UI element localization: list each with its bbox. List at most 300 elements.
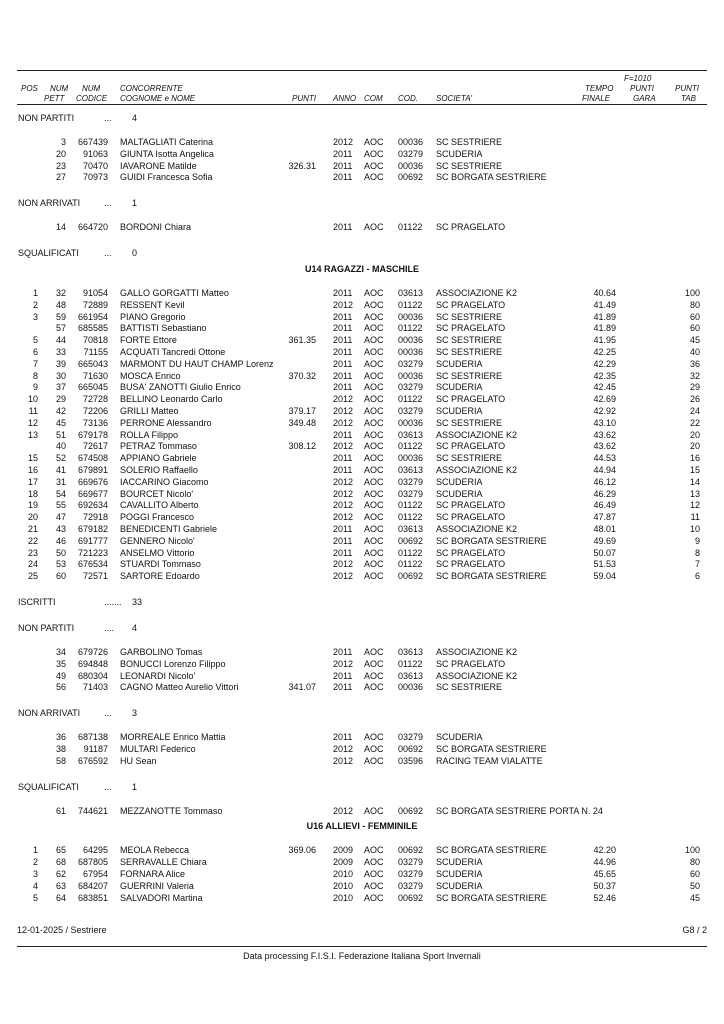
club-code-cell: 03613 [398, 429, 424, 440]
competitor-name-cell: APPIANO Gabriele [120, 453, 197, 464]
table-row [0, 452, 724, 464]
committee-cell: AOC [364, 335, 384, 346]
table-points-cell: 22 [689, 417, 700, 428]
hdr-com: COM [364, 94, 383, 103]
bib-number-cell: 20 [55, 148, 66, 159]
committee-cell: AOC [364, 658, 384, 669]
table-row [0, 570, 724, 582]
committee-cell: AOC [364, 805, 384, 816]
section-count: 3 [132, 708, 138, 719]
birth-year-cell: 2011 [333, 453, 353, 464]
birth-year-cell: 2012 [333, 744, 354, 754]
competitor-name-cell: GUERRINI Valeria [120, 880, 194, 891]
fisi-code-cell: 667439 [77, 137, 108, 147]
competitor-name-cell: CAGNO Matteo Aurelio Vittori [120, 682, 239, 693]
fisi-code-cell: 73136 [82, 417, 108, 428]
club-code-cell: 03613 [398, 465, 424, 475]
fisi-code-cell: 679726 [77, 647, 108, 657]
fisi-code-cell: 67954 [82, 869, 108, 879]
bib-number-cell: 63 [55, 880, 66, 891]
footer-rule [17, 946, 707, 947]
points-cell: 349.48 [288, 417, 316, 428]
club-name-cell: SC SESTRIERE [436, 311, 503, 322]
bib-number-cell: 14 [55, 222, 66, 233]
competitor-name-cell: IACCARINO Giacomo [120, 476, 209, 487]
club-code-cell: 03279 [398, 869, 424, 879]
position-cell: 15 [27, 453, 38, 464]
hdr-f-factor: F=1010 [624, 74, 652, 83]
final-time-cell: 42.45 [593, 382, 616, 393]
fisi-code-cell: 664720 [77, 222, 108, 233]
table-row [0, 405, 724, 417]
table-row [0, 868, 724, 880]
position-cell: 24 [27, 559, 38, 570]
club-code-cell: 00036 [398, 347, 424, 357]
final-time-cell: 43.10 [593, 417, 616, 428]
committee-cell: AOC [364, 382, 384, 393]
birth-year-cell: 2009 [333, 845, 354, 856]
birth-year-cell: 2010 [333, 892, 354, 903]
table-row [0, 322, 724, 334]
club-name-cell: RACING TEAM VIALATTE [436, 755, 543, 766]
birth-year-cell: 2012 [333, 406, 354, 416]
table-points-cell: 45 [689, 892, 700, 903]
club-code-cell: 01122 [398, 299, 423, 310]
bib-number-cell: 64 [55, 892, 66, 903]
table-row [0, 844, 724, 856]
table-row [0, 681, 724, 693]
club-name-cell: SCUDERIA [436, 358, 483, 369]
section-dots: ....... [104, 597, 122, 607]
club-name-cell: SC PRAGELATO [436, 299, 506, 310]
hdr-num-cod-1: NUM [82, 84, 101, 93]
bib-number-cell: 41 [55, 465, 66, 475]
club-code-cell: 00036 [398, 160, 424, 171]
committee-cell: AOC [364, 670, 384, 681]
bib-number-cell: 47 [55, 512, 66, 523]
fisi-code-cell: 683851 [77, 892, 108, 903]
points-cell: 379.17 [288, 406, 316, 416]
position-cell: 1 [32, 845, 38, 856]
club-code-cell: 03613 [398, 670, 424, 681]
fisi-code-cell: 71630 [82, 370, 108, 381]
club-code-cell: 01122 [398, 658, 423, 669]
competitor-name-cell: CAVALLITO Alberto [120, 500, 199, 511]
table-row [0, 731, 724, 743]
bib-number-cell: 38 [55, 744, 66, 754]
club-code-cell: 01122 [398, 441, 423, 452]
club-code-cell: 00692 [398, 744, 424, 754]
committee-cell: AOC [364, 488, 384, 499]
competitor-name-cell: MALTAGLIATI Caterina [120, 137, 214, 147]
points-cell: 308.12 [288, 441, 316, 452]
table-points-cell: 24 [689, 406, 700, 416]
committee-cell: AOC [364, 311, 384, 322]
club-name-cell: ASSOCIAZIONE K2 [436, 524, 518, 534]
birth-year-cell: 2011 [333, 370, 353, 381]
table-points-cell: 20 [689, 429, 700, 440]
club-code-cell: 03279 [398, 732, 424, 743]
competitor-name-cell: FORNARA Alice [120, 869, 186, 879]
table-row [0, 488, 724, 500]
final-time-cell: 42.92 [593, 406, 616, 416]
fisi-code-cell: 64295 [82, 845, 108, 856]
club-name-cell: SC SESTRIERE [436, 347, 503, 357]
competitor-name-cell: BATTISTI Sebastiano [120, 323, 207, 334]
club-code-cell: 00036 [398, 370, 424, 381]
bib-number-cell: 51 [55, 429, 66, 440]
birth-year-cell: 2012 [333, 476, 354, 487]
competitor-name-cell: MARMONT DU HAUT CHAMP Lorenz [120, 358, 274, 369]
birth-year-cell: 2009 [333, 857, 354, 868]
club-name-cell: SC SESTRIERE [436, 335, 503, 346]
fisi-code-cell: 721223 [77, 547, 108, 558]
committee-cell: AOC [364, 358, 384, 369]
club-name-cell: SC BORGATA SESTRIERE [436, 172, 547, 183]
final-time-cell: 44.53 [593, 453, 616, 464]
table-row [0, 358, 724, 370]
competitor-name-cell: SALVADORI Martina [120, 892, 203, 903]
committee-cell: AOC [364, 535, 384, 546]
bib-number-cell: 46 [55, 535, 66, 546]
committee-cell: AOC [364, 892, 384, 903]
hdr-anno: ANNO [333, 94, 357, 103]
club-code-cell: 03279 [398, 148, 424, 159]
table-row [0, 670, 724, 682]
table-row [0, 476, 724, 488]
committee-cell: AOC [364, 476, 384, 487]
competitor-name-cell: GALLO GORGATTI Matteo [120, 288, 229, 298]
section-label: NON PARTITI [18, 113, 75, 123]
competitor-name-cell: PETRAZ Tommaso [120, 441, 197, 452]
fisi-code-cell: 744621 [77, 805, 108, 816]
bib-number-cell: 31 [55, 476, 66, 487]
bib-number-cell: 42 [55, 406, 66, 416]
club-name-cell: SC PRAGELATO [436, 658, 506, 669]
birth-year-cell: 2011 [333, 160, 353, 171]
competitor-name-cell: BUSA' ZANOTTI Giulio Enrico [120, 382, 241, 393]
bib-number-cell: 61 [55, 805, 66, 816]
club-name-cell: SC BORGATA SESTRIERE [436, 535, 547, 546]
fisi-code-cell: 679178 [77, 429, 108, 440]
club-code-cell: 00036 [398, 682, 424, 693]
bib-number-cell: 55 [55, 500, 66, 511]
table-points-cell: 100 [684, 288, 700, 298]
committee-cell: AOC [364, 347, 384, 357]
birth-year-cell: 2012 [333, 512, 354, 523]
bib-number-cell: 48 [55, 299, 66, 310]
position-cell: 25 [27, 571, 38, 582]
club-name-cell: SC PRAGELATO [436, 441, 506, 452]
competitor-name-cell: IAVARONE Matilde [120, 160, 197, 171]
fisi-code-cell: 684207 [77, 880, 108, 891]
table-row [0, 287, 724, 299]
hdr-societa: SOCIETA' [436, 94, 473, 103]
birth-year-cell: 2011 [333, 382, 353, 393]
final-time-cell: 49.69 [593, 535, 616, 546]
fisi-code-cell: 674508 [77, 453, 108, 464]
section-dots: ... [104, 781, 112, 792]
birth-year-cell: 2011 [333, 347, 353, 357]
competitor-name-cell: MEZZANOTTE Tommaso [120, 805, 223, 816]
fisi-code-cell: 691777 [77, 535, 108, 546]
birth-year-cell: 2011 [333, 647, 353, 657]
category-title: U14 RAGAZZI - MASCHILE [304, 264, 419, 274]
position-cell: 12 [27, 417, 38, 428]
club-code-cell: 03279 [398, 857, 424, 868]
club-code-cell: 03613 [398, 524, 424, 534]
bib-number-cell: 57 [55, 323, 66, 334]
club-name-cell: SC SESTRIERE [436, 370, 503, 381]
competitor-name-cell: GIUNTA Isotta Angelica [120, 148, 214, 159]
committee-cell: AOC [364, 429, 384, 440]
competitor-name-cell: RESSENT Kevil [120, 299, 185, 310]
club-name-cell: SC BORGATA SESTRIERE [436, 845, 547, 856]
competitor-name-cell: BELLINO Leonardo Carlo [120, 394, 223, 405]
club-code-cell: 01122 [398, 500, 423, 511]
competitor-name-cell: MORREALE Enrico Mattia [120, 732, 226, 743]
hdr-tempo-1: TEMPO [585, 84, 614, 93]
fisi-code-cell: 71155 [83, 347, 108, 357]
fisi-code-cell: 70973 [82, 172, 108, 183]
fisi-code-cell: 71403 [82, 682, 108, 693]
table-row [0, 334, 724, 346]
birth-year-cell: 2012 [333, 394, 354, 405]
club-name-cell: SCUDERIA [436, 382, 483, 393]
birth-year-cell: 2011 [333, 732, 353, 743]
club-code-cell: 00692 [398, 805, 424, 816]
position-cell: 3 [32, 869, 38, 879]
hdr-tab-1: PUNTI [675, 84, 699, 93]
table-points-cell: 26 [689, 394, 700, 405]
committee-cell: AOC [364, 571, 384, 582]
bib-number-cell: 3 [60, 137, 66, 147]
table-row [0, 743, 724, 755]
club-code-cell: 00692 [398, 892, 424, 903]
table-row [0, 646, 724, 658]
club-code-cell: 03613 [398, 647, 424, 657]
club-name-cell: SCUDERIA [436, 476, 483, 487]
final-time-cell: 45.65 [593, 869, 616, 879]
table-row [0, 464, 724, 476]
birth-year-cell: 2012 [333, 441, 354, 452]
club-name-cell: SC SESTRIERE [436, 682, 503, 693]
birth-year-cell: 2012 [333, 755, 354, 766]
bib-number-cell: 34 [55, 647, 66, 657]
fisi-code-cell: 72889 [82, 299, 108, 310]
club-name-cell: SC PRAGELATO [436, 222, 506, 233]
committee-cell: AOC [364, 880, 384, 891]
final-time-cell: 42.20 [593, 845, 616, 856]
competitor-name-cell: GRILLI Matteo [120, 406, 179, 416]
table-points-cell: 8 [694, 547, 700, 558]
club-name-cell: SC PRAGELATO [436, 500, 506, 511]
bib-number-cell: 68 [55, 857, 66, 868]
club-name-cell: SC PRAGELATO [436, 547, 506, 558]
section-dots: ... [104, 708, 112, 719]
fisi-code-cell: 72728 [82, 394, 108, 405]
competitor-name-cell: MOSCA Enrico [120, 370, 181, 381]
table-points-cell: 15 [689, 465, 700, 475]
table-row [0, 299, 724, 311]
competitor-name-cell: LEONARDI Nicolo' [120, 670, 196, 681]
club-code-cell: 03596 [398, 755, 424, 766]
section-label: SQUALIFICATI [18, 781, 79, 792]
committee-cell: AOC [364, 547, 384, 558]
fisi-code-cell: 665045 [77, 382, 108, 393]
position-cell: 20 [27, 512, 38, 523]
committee-cell: AOC [364, 512, 384, 523]
fisi-code-cell: 70470 [82, 160, 108, 171]
club-code-cell: 00036 [398, 453, 424, 464]
footer-page: G8 / 2 [682, 925, 707, 935]
birth-year-cell: 2011 [333, 535, 353, 546]
fisi-code-cell: 687138 [77, 732, 108, 743]
header-rule [17, 104, 707, 105]
final-time-cell: 51.53 [593, 559, 616, 570]
hdr-pos: POS [21, 84, 38, 93]
final-time-cell: 42.29 [593, 358, 616, 369]
bib-number-cell: 27 [55, 172, 66, 183]
competitor-name-cell: BONUCCI Lorenzo Filippo [120, 658, 226, 669]
section-dots: ... [104, 198, 112, 209]
committee-cell: AOC [364, 732, 384, 743]
bib-number-cell: 39 [55, 358, 66, 369]
table-row [0, 429, 724, 441]
hdr-conc-2: COGNOME e NOME [120, 94, 196, 103]
club-code-cell: 01122 [398, 394, 423, 405]
fisi-code-cell: 91054 [82, 288, 108, 298]
footer-credit: Data processing F.I.S.I. Federazione Italiana Sport Invernali [243, 951, 481, 961]
committee-cell: AOC [364, 869, 384, 879]
position-cell: 9 [32, 382, 38, 393]
position-cell: 2 [32, 299, 38, 310]
committee-cell: AOC [364, 394, 384, 405]
bib-number-cell: 58 [55, 755, 66, 766]
position-cell: 10 [27, 394, 38, 405]
competitor-name-cell: STUARDI Tommaso [120, 559, 201, 570]
committee-cell: AOC [364, 148, 384, 159]
committee-cell: AOC [364, 288, 384, 298]
table-points-cell: 13 [689, 488, 700, 499]
birth-year-cell: 2012 [333, 137, 354, 147]
club-name-cell: ASSOCIAZIONE K2 [436, 647, 518, 657]
club-name-cell: SC PRAGELATO [436, 323, 506, 334]
club-name-cell: SC BORGATA SESTRIERE PORTA N. 24 [436, 805, 603, 816]
club-name-cell: SCUDERIA [436, 148, 483, 159]
bib-number-cell: 40 [55, 441, 66, 452]
final-time-cell: 42.69 [593, 394, 616, 405]
fisi-code-cell: 669676 [77, 476, 108, 487]
club-name-cell: ASSOCIAZIONE K2 [436, 670, 518, 681]
birth-year-cell: 2011 [333, 148, 353, 159]
club-name-cell: SC SESTRIERE [436, 160, 503, 171]
table-row [0, 381, 724, 393]
competitor-name-cell: PERRONE Alessandro [120, 417, 212, 428]
fisi-code-cell: 694848 [77, 658, 108, 669]
table-row [0, 417, 724, 429]
birth-year-cell: 2012 [333, 500, 354, 511]
birth-year-cell: 2011 [333, 288, 353, 298]
table-points-cell: 6 [694, 571, 700, 582]
position-cell: 6 [32, 347, 38, 357]
bib-number-cell: 30 [55, 370, 66, 381]
final-time-cell: 46.12 [593, 476, 616, 487]
club-code-cell: 03279 [398, 358, 424, 369]
fisi-code-cell: 676592 [77, 755, 108, 766]
birth-year-cell: 2011 [333, 670, 353, 681]
committee-cell: AOC [364, 406, 384, 416]
bib-number-cell: 59 [55, 311, 66, 322]
club-code-cell: 00692 [398, 535, 424, 546]
bib-number-cell: 54 [55, 488, 66, 499]
final-time-cell: 50.07 [593, 547, 616, 558]
fisi-code-cell: 72571 [82, 571, 108, 582]
bib-number-cell: 53 [55, 559, 66, 570]
birth-year-cell: 2010 [333, 880, 354, 891]
bib-number-cell: 49 [55, 670, 66, 681]
table-row [0, 311, 724, 323]
fisi-code-cell: 72918 [82, 512, 108, 523]
bib-number-cell: 23 [55, 160, 66, 171]
committee-cell: AOC [364, 137, 384, 147]
table-points-cell: 36 [689, 358, 700, 369]
section-label: SQUALIFICATI [18, 248, 79, 258]
table-row [0, 148, 724, 160]
position-cell: 2 [32, 857, 38, 868]
table-row [0, 440, 724, 452]
table-points-cell: 12 [689, 500, 700, 511]
committee-cell: AOC [364, 160, 384, 171]
fisi-code-cell: 661954 [77, 311, 108, 322]
final-time-cell: 44.96 [593, 857, 616, 868]
committee-cell: AOC [364, 172, 384, 183]
footer-date-place: 12-01-2025 / Sestriere [17, 925, 107, 935]
club-name-cell: SC BORGATA SESTRIERE [436, 744, 547, 754]
committee-cell: AOC [364, 323, 384, 334]
club-code-cell: 00692 [398, 172, 424, 183]
club-name-cell: SC PRAGELATO [436, 559, 506, 570]
hdr-conc-1: CONCORRENTE [120, 84, 183, 93]
final-time-cell: 43.62 [593, 441, 616, 452]
birth-year-cell: 2011 [333, 311, 353, 322]
final-time-cell: 59.04 [593, 571, 616, 582]
hdr-tempo-2: FINALE [582, 94, 611, 103]
competitor-name-cell: BENEDICENTI Gabriele [120, 524, 218, 534]
section-label: NON PARTITI [18, 623, 75, 633]
position-cell: 1 [32, 288, 38, 298]
bib-number-cell: 32 [55, 288, 66, 298]
club-code-cell: 03279 [398, 406, 424, 416]
table-points-cell: 14 [689, 476, 700, 487]
points-cell: 326.31 [288, 160, 316, 171]
table-row [0, 511, 724, 523]
bib-number-cell: 56 [55, 682, 66, 693]
competitor-name-cell: SERRAVALLE Chiara [120, 857, 207, 868]
committee-cell: AOC [364, 744, 384, 754]
competitor-name-cell: POGGI Francesco [120, 512, 195, 523]
committee-cell: AOC [364, 845, 384, 856]
club-name-cell: SC SESTRIERE [436, 137, 503, 147]
hdr-gara-2: GARA [633, 94, 656, 103]
bib-number-cell: 45 [55, 417, 66, 428]
birth-year-cell: 2012 [333, 658, 354, 669]
table-row [0, 558, 724, 570]
table-row [0, 547, 724, 559]
committee-cell: AOC [364, 417, 384, 428]
birth-year-cell: 2012 [333, 488, 354, 499]
competitor-name-cell: ANSELMO Vittorio [120, 547, 195, 558]
